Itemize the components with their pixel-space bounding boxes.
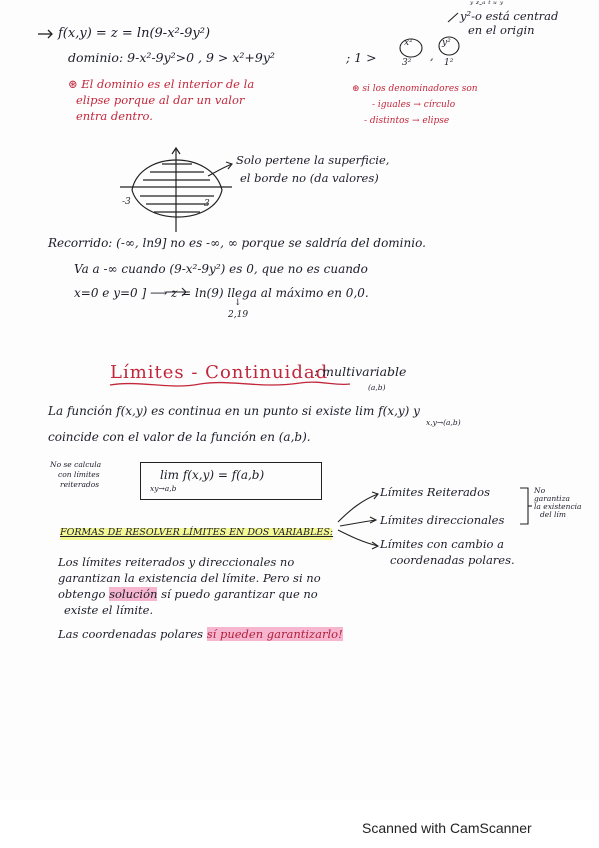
axis-label-pos: 3 bbox=[204, 199, 210, 209]
box-formula-sub: xy→a,b bbox=[150, 484, 177, 493]
side-note: - distintos → elipse bbox=[364, 116, 450, 126]
section-subtitle: : multivariable bbox=[314, 364, 407, 379]
range-arrow: ↓ bbox=[234, 298, 242, 308]
highlight-solucion: solución bbox=[109, 587, 158, 601]
bracket-icon bbox=[520, 488, 532, 524]
conclusion-line bbox=[58, 588, 318, 602]
highlight-polar: sí pueden garantizarlo! bbox=[206, 627, 343, 641]
fraction-comma: , bbox=[430, 49, 434, 63]
methods-title: FORMAS DE RESOLVER LÍMITES EN DOS VARIABLES: bbox=[60, 527, 334, 538]
box-note: reiterados bbox=[60, 480, 100, 489]
range-line: x=0 e y=0 ] ⟶ z = ln(9) llega al máximo en 0,0. bbox=[74, 286, 369, 300]
scanner-watermark: Scanned with CamScanner bbox=[362, 820, 532, 836]
conclusion-line: Los límites reiterados y direccionales no bbox=[58, 555, 295, 569]
box-formula: lim f(x,y) = f(a,b) bbox=[160, 468, 265, 482]
definition-limit-sub: x,y→(a,b) bbox=[426, 418, 461, 427]
axis-label-neg: -3 bbox=[122, 197, 131, 207]
definition-line: La función f(x,y) es continua en un punto si existe lim f(x,y) y bbox=[48, 404, 420, 418]
conclusion-text: obtengo bbox=[58, 587, 106, 601]
ellipse-graph bbox=[120, 148, 232, 232]
fraction-num: x² bbox=[404, 38, 413, 48]
polar-line bbox=[58, 628, 343, 642]
fraction-num: y² bbox=[442, 38, 451, 48]
method-item: Límites con cambio a bbox=[380, 537, 504, 551]
method-item: coordenadas polares. bbox=[390, 553, 515, 567]
domain-note: elipse porque al dar un valor bbox=[76, 93, 245, 107]
fraction-den: 1² bbox=[444, 58, 454, 68]
range-value: 2,19 bbox=[228, 310, 249, 320]
range-line: Recorrido: (-∞, ln9] no es -∞, ∞ porque se saldría del dominio. bbox=[48, 236, 426, 250]
fraction-sep: ; 1 > bbox=[346, 50, 377, 65]
arrow-icon bbox=[338, 492, 378, 549]
section-title: Límites - Continuidad bbox=[110, 362, 329, 383]
domain-note: entra dentro. bbox=[76, 109, 153, 123]
main-equation: f(x,y) = z = ln(9-x²-9y²) bbox=[58, 26, 211, 41]
conclusion-line: garantizan la existencia del límite. Pero si no bbox=[58, 571, 321, 585]
corner-note-line: en el origin bbox=[468, 23, 535, 37]
method-item: Límites Reiterados bbox=[380, 485, 490, 499]
bracket-note: No bbox=[534, 486, 546, 495]
method-item: Límites direccionales bbox=[380, 513, 505, 527]
domain-line: dominio: 9-x²-9y²>0 , 9 > x²+9y² bbox=[68, 50, 275, 65]
graph-note: el borde no (da valores) bbox=[240, 171, 379, 185]
side-note: ⊛ si los denominadores son bbox=[352, 84, 478, 94]
graph-note: Solo pertene la superficie, bbox=[236, 153, 390, 167]
corner-note-line: y²-o está centrad bbox=[460, 9, 559, 23]
arrow-icon bbox=[38, 30, 52, 38]
side-note: - iguales → círculo bbox=[372, 100, 456, 110]
box-note: No se calcula bbox=[50, 460, 102, 469]
fraction-den: 3² bbox=[402, 58, 412, 68]
corner-top: ʸ ᶻ-ᵃ ᵗ ᵘ ʸ bbox=[470, 0, 504, 10]
bracket-note: la existencia bbox=[534, 502, 582, 511]
box-note: con límites bbox=[58, 470, 100, 479]
definition-line: coincide con el valor de la función en (a,b). bbox=[48, 430, 311, 444]
domain-note: ⊛ El dominio es el interior de la bbox=[68, 77, 255, 91]
conclusion-text: sí puedo garantizar que no bbox=[161, 587, 318, 601]
arrow-icon bbox=[448, 13, 458, 22]
def-point: (a,b) bbox=[368, 383, 386, 392]
polar-text: Las coordenadas polares bbox=[58, 627, 204, 641]
range-line: Va a -∞ cuando (9-x²-9y²) es 0, que no es cuando bbox=[74, 262, 368, 276]
conclusion-line: existe el límite. bbox=[64, 603, 154, 617]
bracket-note: garantiza bbox=[534, 494, 570, 503]
bracket-note: del lím bbox=[540, 510, 566, 519]
arrow-icon bbox=[208, 162, 232, 176]
